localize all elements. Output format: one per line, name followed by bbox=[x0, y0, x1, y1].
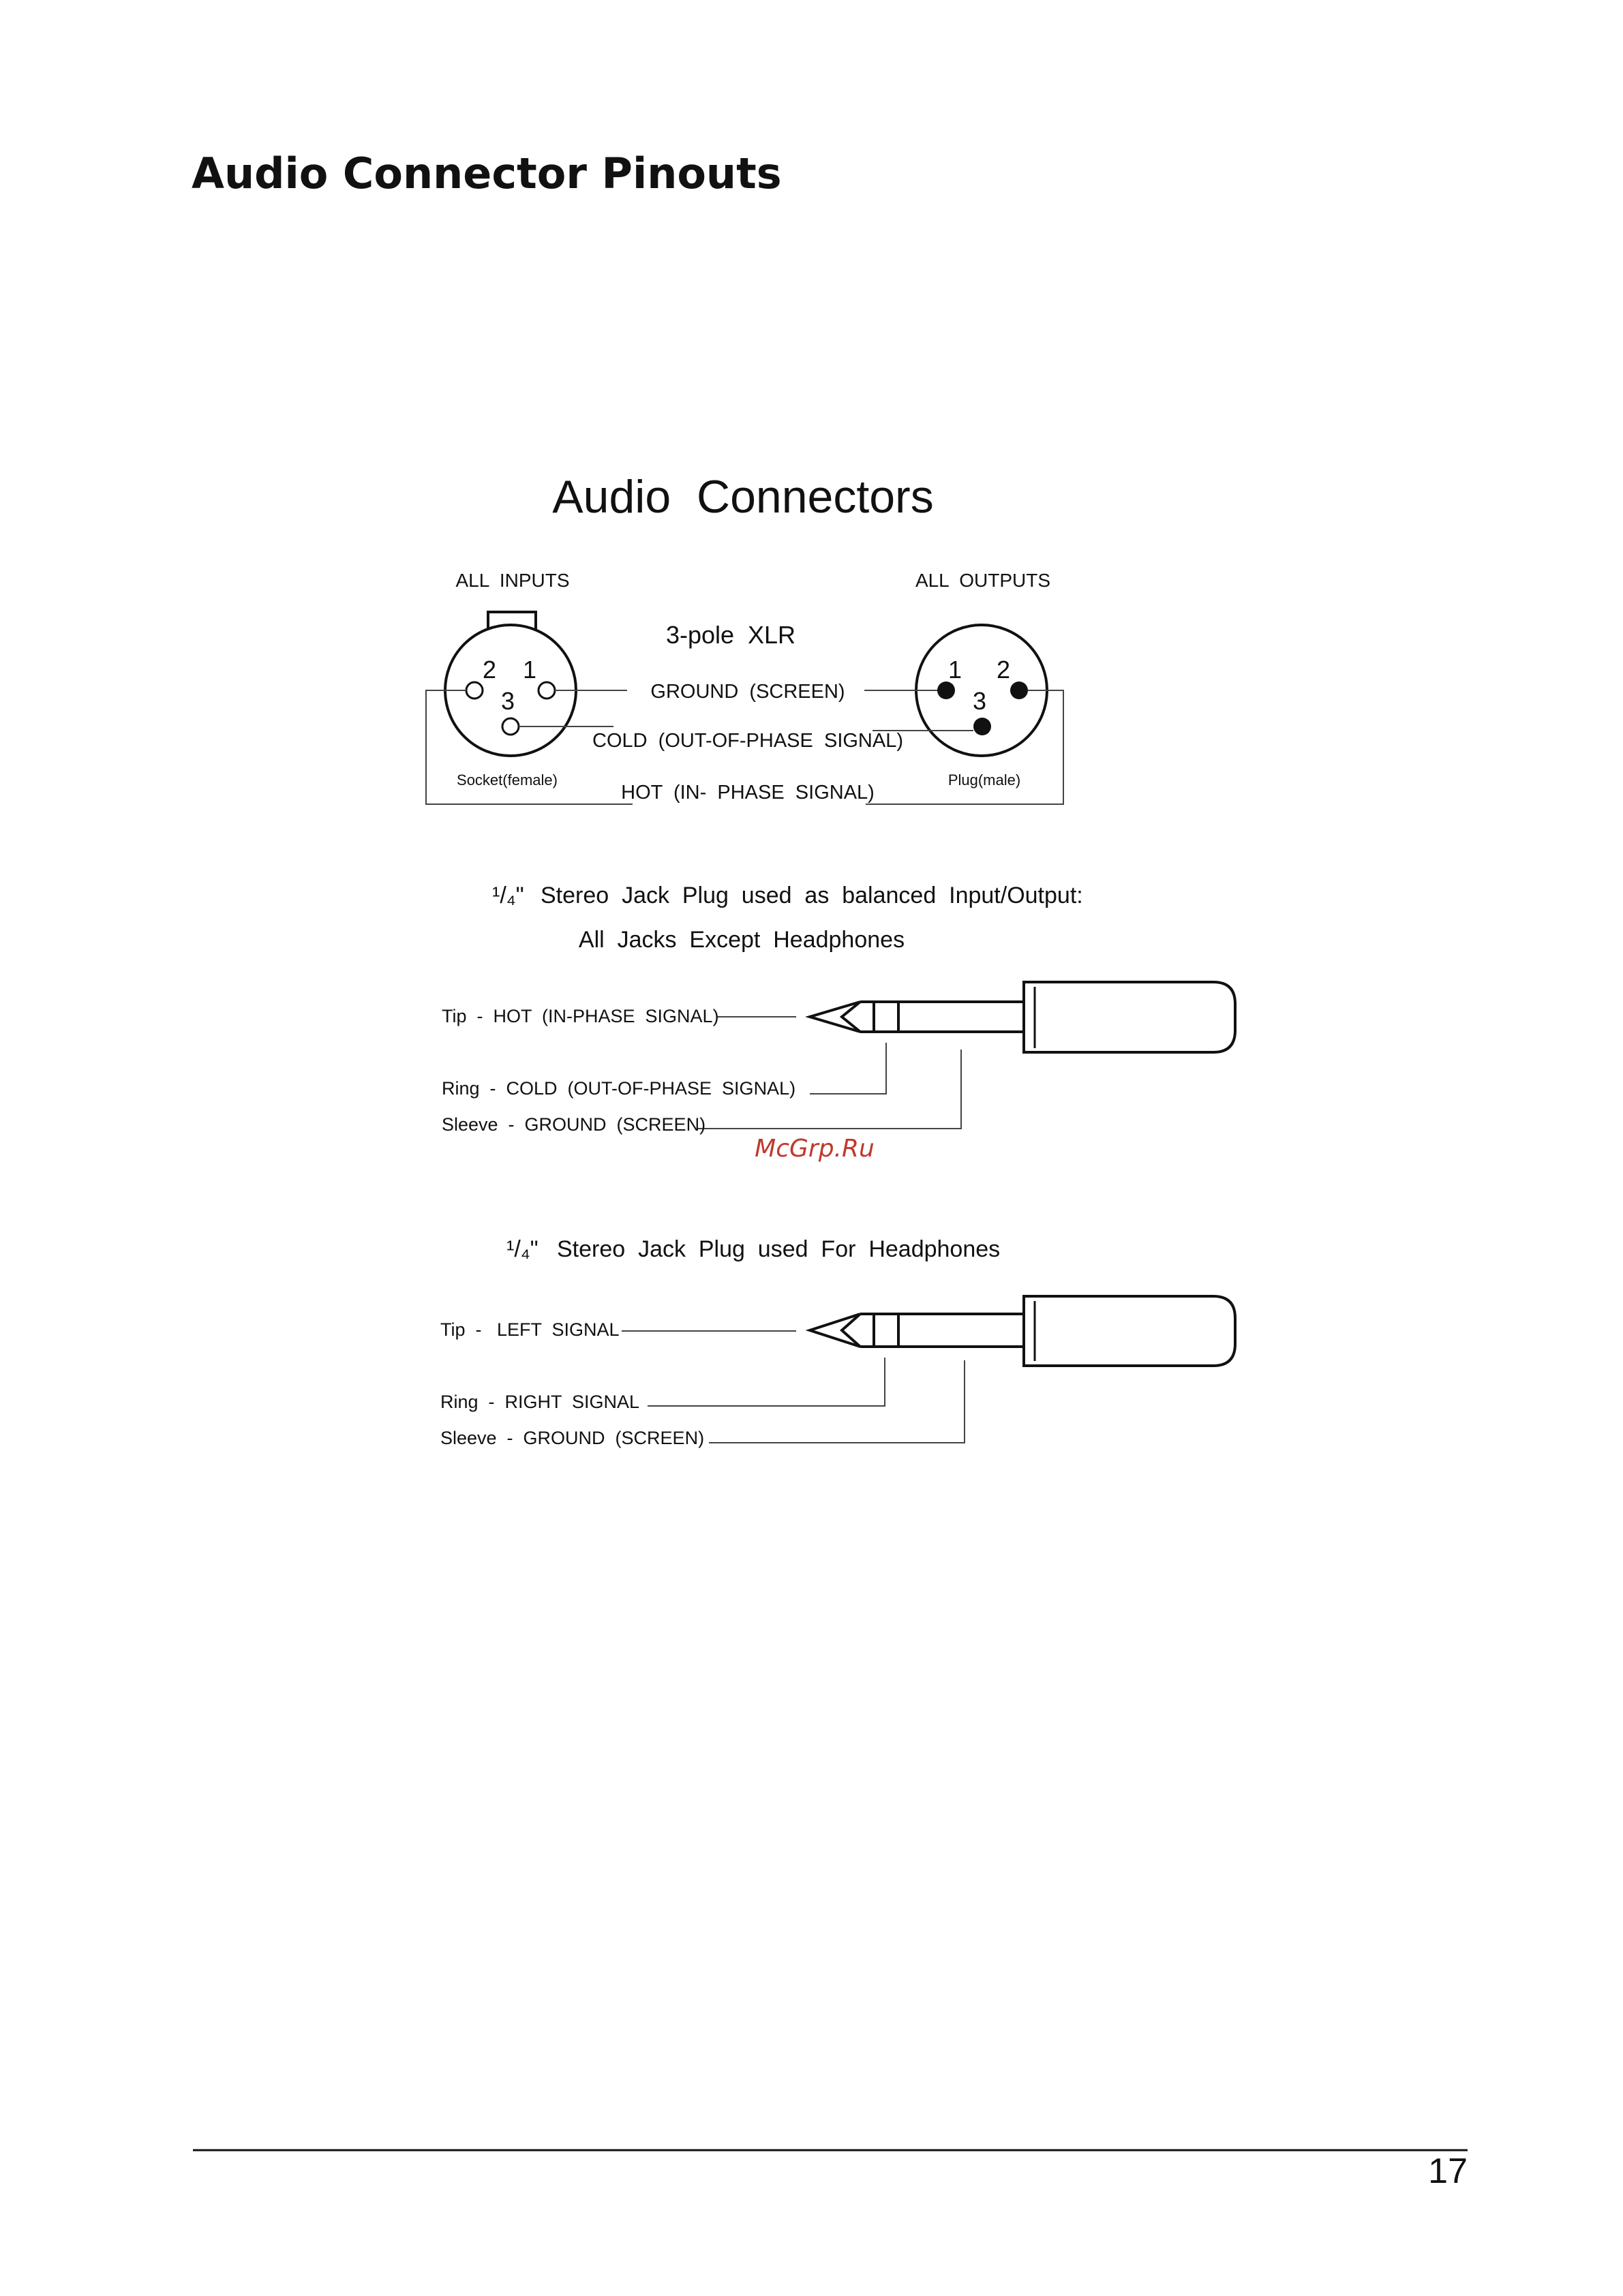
xlr-cold-label: COLD (OUT-OF-PHASE SIGNAL) bbox=[592, 730, 903, 752]
plug-pin-3-number: 3 bbox=[972, 687, 987, 715]
balanced-ring-label: Ring - COLD (OUT-OF-PHASE SIGNAL) bbox=[442, 1078, 796, 1099]
balanced-jack-plug bbox=[810, 982, 1235, 1052]
headphone-sleeve-label: Sleeve - GROUND (SCREEN) bbox=[440, 1428, 705, 1448]
page-number: 17 bbox=[1428, 2152, 1468, 2191]
diagram-title: Audio Connectors bbox=[552, 471, 934, 523]
socket-pin-2 bbox=[466, 682, 483, 699]
headphone-ring-label: Ring - RIGHT SIGNAL bbox=[440, 1392, 640, 1412]
xlr-hot-label: HOT (IN- PHASE SIGNAL) bbox=[621, 782, 875, 803]
page-title: Audio Connector Pinouts bbox=[192, 149, 782, 198]
socket-pin-3 bbox=[502, 718, 519, 735]
balanced-jack-subtitle: All Jacks Except Headphones bbox=[578, 927, 905, 953]
xlr-ground-label: GROUND (SCREEN) bbox=[650, 681, 845, 703]
socket-pin-1 bbox=[539, 682, 555, 699]
plug-label: Plug(male) bbox=[947, 771, 1021, 789]
balanced-jack-wiring bbox=[697, 1017, 961, 1129]
balanced-jack-section bbox=[442, 883, 1235, 1135]
balanced-jack-title: Stereo Jack Plug used as balanced Input/Output: bbox=[541, 883, 1083, 908]
plug-pin-3 bbox=[973, 718, 991, 735]
watermark-text: McGrp.Ru bbox=[755, 1135, 875, 1163]
balanced-jack-fraction: ¹/₄" bbox=[492, 883, 524, 908]
plug-pin-1 bbox=[937, 682, 955, 699]
all-inputs-label: ALL INPUTS bbox=[455, 570, 570, 591]
balanced-sleeve-label: Sleeve - GROUND (SCREEN) bbox=[442, 1114, 706, 1135]
headphone-tip-label: Tip - LEFT SIGNAL bbox=[440, 1319, 620, 1340]
xlr-type-label: 3-pole XLR bbox=[665, 621, 796, 649]
plug-pin-2 bbox=[1010, 682, 1028, 699]
balanced-tip-label: Tip - HOT (IN-PHASE SIGNAL) bbox=[442, 1006, 719, 1026]
headphone-jack-fraction: ¹/₄" bbox=[506, 1236, 539, 1262]
headphone-jack-plug bbox=[810, 1296, 1235, 1366]
all-outputs-label: ALL OUTPUTS bbox=[915, 570, 1051, 591]
plug-pin-2-number: 2 bbox=[996, 656, 1011, 684]
socket-pin-2-number: 2 bbox=[482, 656, 497, 684]
headphone-jack-section bbox=[440, 1236, 1235, 1448]
headphone-jack-title: Stereo Jack Plug used For Headphones bbox=[557, 1236, 1001, 1262]
xlr-socket-female bbox=[445, 612, 576, 756]
xlr-section bbox=[426, 570, 1063, 804]
socket-pin-3-number: 3 bbox=[500, 687, 515, 715]
socket-pin-1-number: 1 bbox=[522, 656, 537, 684]
plug-pin-1-number: 1 bbox=[947, 656, 962, 684]
socket-label: Socket(female) bbox=[457, 771, 558, 789]
